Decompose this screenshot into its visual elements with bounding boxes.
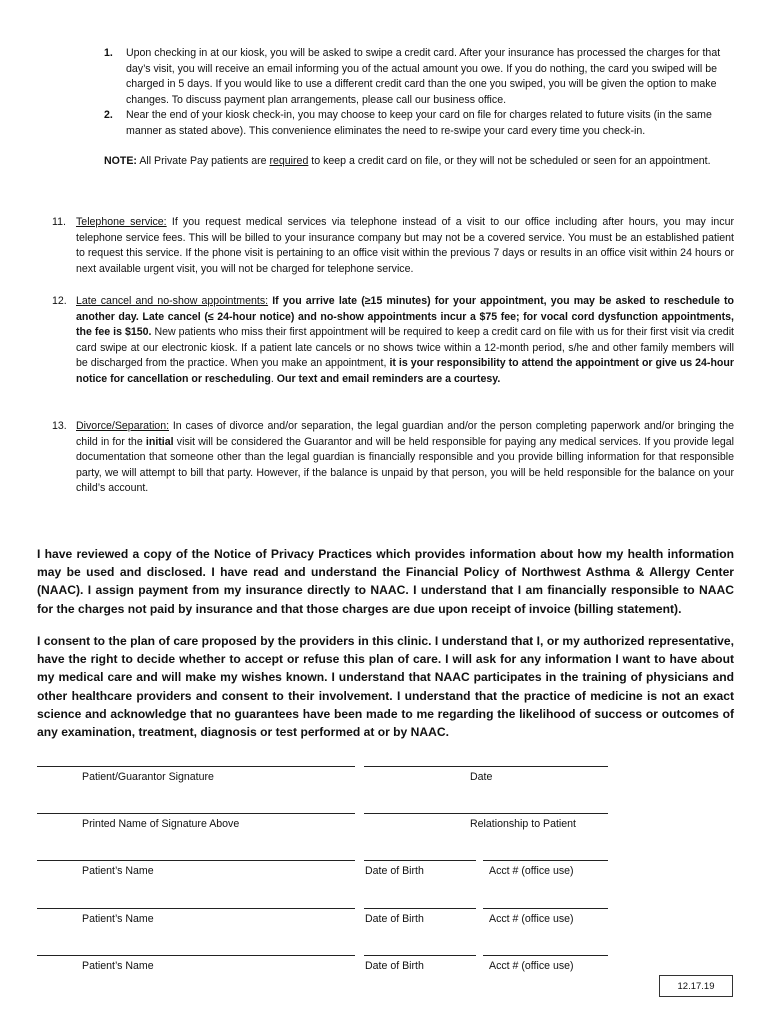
patient-name-line[interactable]	[37, 860, 355, 861]
guarantor-signature-line[interactable]	[37, 766, 355, 767]
note-emphasis: required	[269, 155, 309, 167]
account-number-label: Acct # (office use)	[489, 960, 574, 972]
section-text: visit will be considered the Guarantor and will be held responsible for paying any medical services. If you provide legal documentation that someone other than the legal guardian is financially responsible and you provide billing information for that responsible party, we will attempt to bill that party. However, if the balance is unpaid by that person, you will be held responsible for the balance on your child’s account.	[76, 435, 734, 495]
date-of-birth-line[interactable]	[364, 908, 476, 909]
signature-date-line[interactable]	[364, 766, 608, 767]
section-title: Late cancel and no-show appointments:	[76, 295, 269, 307]
section-text: In cases of divorce and/or separation, the legal guardian and/or the person completing paperwork and/or bringing the child in for the	[76, 420, 734, 448]
initial-emphasis: initial	[145, 435, 174, 448]
note-label: NOTE:	[104, 155, 137, 167]
relationship-line[interactable]	[364, 813, 608, 814]
plan-of-care-consent: I consent to the plan of care proposed by the providers in this clinic. I understand that I, or my authorized representative, have the right to decide whether to accept or refuse this plan of care. I will ask for any information I want to have about my medical care and will make my wishes known. I understand that NAAC participates in the training of physicians and other healthcare providers and consent to their involvement. I understand that the practice of medicine is not an exact science and acknowledge that no guarantees have been made to me regarding the likelihood of success or outcomes of any examination, treatment, diagnosis or test performed at or by NAAC.	[37, 634, 734, 740]
relationship-label: Relationship to Patient	[470, 818, 577, 830]
section-number: 11.	[52, 216, 66, 228]
account-number-line[interactable]	[483, 955, 608, 956]
guarantor-signature-label: Patient/Guarantor Signature	[82, 771, 214, 783]
kiosk-payment-list	[104, 46, 734, 140]
list-item-number: 1.	[104, 47, 113, 59]
private-pay-note	[104, 154, 734, 170]
date-label: Date	[470, 771, 493, 783]
section-title: Divorce/Separation:	[76, 420, 170, 432]
section-text: New patients who miss their first appointment will be required to keep a credit card on file with us for their first visit via credit card swipe at our electronic kiosk. If a patient late cancels or no shows twice within a 12-month period, s/he and other family members will be discharged from the practice. When you make an appointment,	[76, 326, 734, 370]
account-number-line[interactable]	[483, 908, 608, 909]
patient-name-label: Patient’s Name	[82, 913, 154, 925]
date-of-birth-line[interactable]	[364, 955, 476, 956]
late-cancel-section	[52, 294, 734, 388]
list-item	[104, 108, 734, 139]
note-text-before: All Private Pay patients are	[136, 155, 270, 167]
telephone-service-section	[52, 215, 734, 277]
note-text-after: to keep a credit card on file, or they will not be scheduled or seen for an appointment.	[308, 155, 711, 167]
patient-name-line[interactable]	[37, 955, 355, 956]
section-title: Telephone service:	[76, 216, 167, 228]
patient-name-label: Patient’s Name	[82, 960, 154, 972]
section-number: 13.	[52, 420, 67, 432]
account-number-line[interactable]	[483, 860, 608, 861]
account-number-label: Acct # (office use)	[489, 865, 574, 877]
date-of-birth-label: Date of Birth	[365, 913, 424, 925]
section-text: .	[270, 372, 277, 385]
privacy-financial-acknowledgement: I have reviewed a copy of the Notice of Privacy Practices which provides information about how my health information may be used and disclosed. I have read and understand the Financial Policy of Northwest Asthma & Allergy Center (NAAC). I assign payment from my insurance directly to NAAC. I understand that I am financially responsible to NAAC for the charges not paid by insurance and that those charges are due upon receipt of invoice (billing statement).	[37, 547, 734, 616]
divorce-separation-section	[52, 419, 734, 497]
account-number-label: Acct # (office use)	[489, 913, 574, 925]
form-version-box: 12.17.19	[659, 975, 733, 997]
reminder-text: Our text and email reminders are a courtesy.	[276, 372, 501, 385]
list-item-text: Upon checking in at our kiosk, you will be asked to swipe a credit card. After your insurance has processed the charges for that day’s visit, you will receive an email informing you of the actual amount you owe. If you do nothing, the card you swiped will be charged in 5 days. If you would like to use a different credit card than the one you swiped, you will be given the option to make changes. To discuss payment plan arrangements, please call our business office.	[126, 47, 721, 106]
late-fee-text: If you arrive late (≥15 minutes) for your appointment, you may be asked to reschedule to another day. Late cancel (≤ 24-hour notice) and no-show appointments incur a $75 fee; for vocal cord dysfunction appointments, the fee is $150.	[76, 295, 734, 339]
list-item	[104, 46, 734, 108]
section-text: If you request medical services via telephone instead of a visit to our office including after hours, you may incur telephone service fees. This will be billed to your insurance company but may not be a covered service. You must be an established patient to request this service. If the phone visit is pertaining to an office visit within the previous 7 days or results in an office visit within 24 hours or next available urgent visit, you will not be charged for telephone service.	[76, 216, 734, 275]
patient-name-line[interactable]	[37, 908, 355, 909]
printed-name-label: Printed Name of Signature Above	[82, 818, 240, 830]
responsibility-text: it is your responsibility to attend the appointment or give us 24-hour notice for cancellation or rescheduling	[76, 357, 734, 385]
patient-name-label: Patient’s Name	[82, 865, 154, 877]
section-number: 12.	[52, 295, 67, 307]
list-item-text: Near the end of your kiosk check-in, you may choose to keep your card on file for charges related to future visits (in the same manner as stated above). This convenience eliminates the need to re-swipe your card every time you check-in.	[126, 109, 712, 137]
list-item-number: 2.	[104, 109, 113, 122]
date-of-birth-label: Date of Birth	[365, 960, 424, 972]
date-of-birth-line[interactable]	[364, 860, 476, 861]
date-of-birth-label: Date of Birth	[365, 865, 424, 877]
printed-name-line[interactable]	[37, 813, 355, 814]
